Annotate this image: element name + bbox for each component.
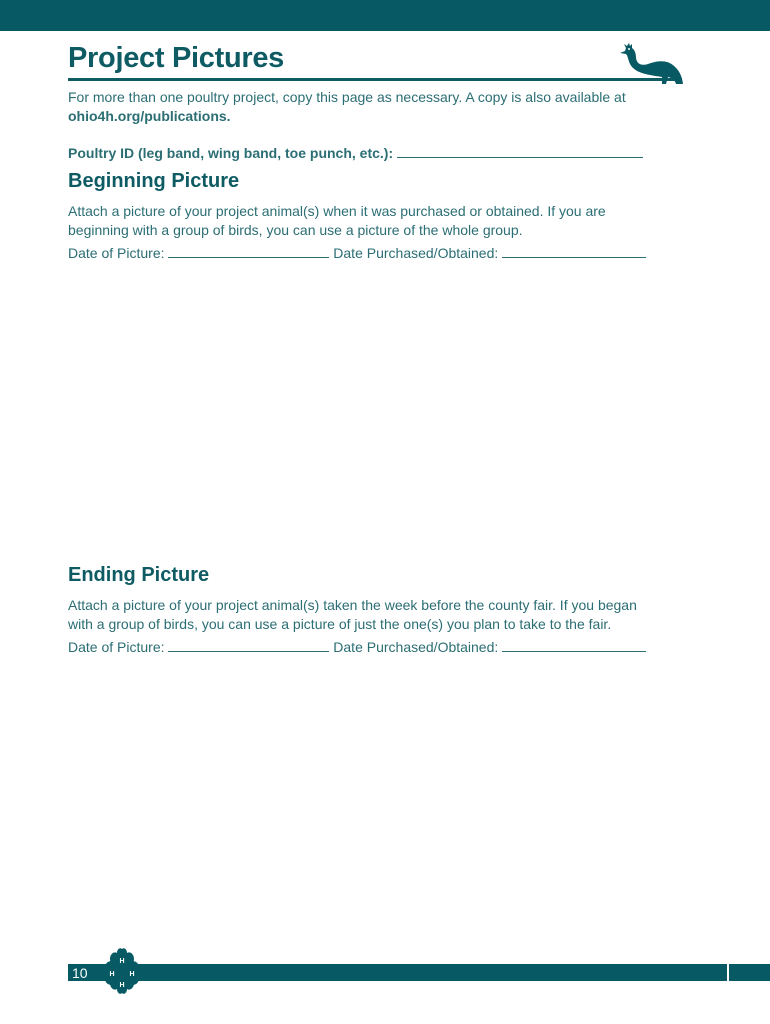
footer-band bbox=[68, 964, 770, 981]
beginning-obtained-blank[interactable] bbox=[502, 244, 646, 258]
ending-instruction-1: Attach a picture of your project animal(s) taken the week before the county fair. If you began bbox=[68, 597, 637, 613]
beginning-instruction-2: beginning with a group of birds, you can use a picture of the whole group. bbox=[68, 222, 523, 238]
svg-text:H: H bbox=[109, 971, 115, 978]
ending-photo-area[interactable] bbox=[68, 665, 680, 945]
beginning-date-label: Date of Picture: bbox=[68, 245, 165, 261]
page-number: 10 bbox=[72, 965, 88, 981]
ending-dates-row bbox=[68, 638, 646, 657]
beginning-date-blank[interactable] bbox=[168, 244, 329, 258]
poultry-id-field[interactable] bbox=[68, 144, 643, 163]
top-banner bbox=[0, 0, 770, 31]
beginning-photo-area[interactable] bbox=[68, 270, 680, 555]
title-divider bbox=[68, 78, 682, 81]
beginning-instruction-1: Attach a picture of your project animal(s) when it was purchased or obtained. If you are bbox=[68, 203, 606, 219]
turkey-icon bbox=[616, 42, 684, 86]
ending-date-label: Date of Picture: bbox=[68, 639, 165, 655]
svg-text:H: H bbox=[119, 958, 125, 965]
ending-instruction-2: with a group of birds, you can use a picture of just the one(s) you plan to take to the fair. bbox=[68, 616, 612, 632]
intro-text: For more than one poultry project, copy this page as necessary. A copy is also available at bbox=[68, 89, 626, 105]
ending-date-blank[interactable] bbox=[168, 638, 329, 652]
poultry-id-blank[interactable] bbox=[397, 144, 643, 158]
ending-obtained-blank[interactable] bbox=[502, 638, 646, 652]
poultry-id-label: Poultry ID (leg band, wing band, toe punch, etc.): bbox=[68, 145, 394, 161]
4h-clover-icon bbox=[98, 947, 146, 997]
svg-text:H: H bbox=[129, 971, 135, 978]
page-title: Project Pictures bbox=[68, 42, 285, 74]
beginning-heading: Beginning Picture bbox=[68, 170, 240, 192]
ending-heading: Ending Picture bbox=[68, 564, 210, 586]
svg-text:H: H bbox=[119, 982, 125, 989]
footer-band-notch bbox=[727, 964, 729, 981]
beginning-dates-row bbox=[68, 244, 646, 263]
publications-link[interactable]: ohio4h.org/publications. bbox=[68, 108, 231, 124]
ending-obtained-label: Date Purchased/Obtained: bbox=[333, 639, 499, 655]
beginning-obtained-label: Date Purchased/Obtained: bbox=[333, 245, 499, 261]
